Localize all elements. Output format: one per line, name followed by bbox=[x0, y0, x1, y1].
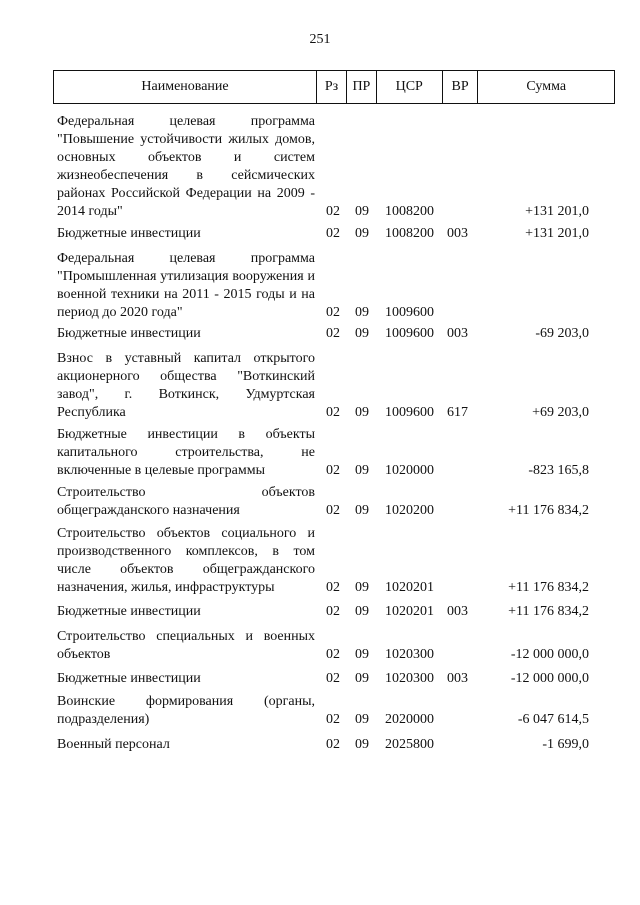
row-rz: 02 bbox=[326, 463, 340, 478]
row-rz: 02 bbox=[326, 326, 340, 341]
row-rz: 02 bbox=[326, 305, 340, 320]
row-csr: 1020201 bbox=[385, 604, 434, 619]
header-rz: Рз bbox=[316, 71, 346, 103]
row-csr: 1008200 bbox=[385, 204, 434, 219]
row-name: Взнос в уставный капитал открытого акционерного общества "Воткинский завод", г. Воткинск, Удмуртская Республика bbox=[57, 351, 315, 420]
row-name: Строительство специальных и военных объектов bbox=[57, 629, 315, 662]
row-sum: -12 000 000,0 bbox=[510, 671, 589, 686]
row-rz: 02 bbox=[326, 405, 340, 420]
row-pr: 09 bbox=[355, 503, 369, 518]
row-name: Бюджетные инвестиции bbox=[57, 326, 201, 341]
row-sum: -6 047 614,5 bbox=[517, 712, 589, 727]
header-vr: ВР bbox=[442, 71, 478, 103]
row-name: Бюджетные инвестиции bbox=[57, 226, 201, 241]
row-csr: 1009600 bbox=[385, 326, 434, 341]
row-rz: 02 bbox=[326, 503, 340, 518]
row-rz: 02 bbox=[326, 226, 340, 241]
row-pr: 09 bbox=[355, 671, 369, 686]
row-pr: 09 bbox=[355, 580, 369, 595]
row-rz: 02 bbox=[326, 647, 340, 662]
page-number: 251 bbox=[309, 32, 331, 47]
row-name: Военный персонал bbox=[57, 737, 170, 752]
row-vr: 003 bbox=[447, 226, 468, 241]
row-name: Воинские формирования (органы, подразделения) bbox=[57, 694, 315, 727]
row-sum: +11 176 834,2 bbox=[508, 604, 589, 619]
row-sum: -1 699,0 bbox=[542, 737, 589, 752]
row-name: Бюджетные инвестиции bbox=[57, 671, 201, 686]
row-csr: 1020200 bbox=[385, 503, 434, 518]
header-csr: ЦСР bbox=[376, 71, 442, 103]
row-sum: -69 203,0 bbox=[535, 326, 589, 341]
row-sum: +69 203,0 bbox=[532, 405, 589, 420]
row-csr: 1009600 bbox=[385, 305, 434, 320]
row-csr: 1020201 bbox=[385, 580, 434, 595]
row-pr: 09 bbox=[355, 305, 369, 320]
row-pr: 09 bbox=[355, 737, 369, 752]
row-name: Строительство объектов социального и производственного комплексов, в том числе объектов общегражданского назначения, жилья, инфраструктуры bbox=[57, 526, 315, 595]
row-name: Федеральная целевая программа "Повышение устойчивости жилых домов, основных объектов и систем жизнеобеспечения в сейсмических районах Российской Федерации на 2009 - 2014 годы" bbox=[57, 114, 315, 219]
row-name: Федеральная целевая программа "Промышленная утилизация вооружения и военной техники на 2011 - 2015 годы и на период до 2020 года" bbox=[57, 251, 315, 320]
row-csr: 2025800 bbox=[385, 737, 434, 752]
row-pr: 09 bbox=[355, 226, 369, 241]
row-name: Бюджетные инвестиции bbox=[57, 604, 201, 619]
row-pr: 09 bbox=[355, 326, 369, 341]
row-rz: 02 bbox=[326, 580, 340, 595]
row-rz: 02 bbox=[326, 671, 340, 686]
row-csr: 1008200 bbox=[385, 226, 434, 241]
row-vr: 003 bbox=[447, 604, 468, 619]
row-sum: +131 201,0 bbox=[525, 204, 589, 219]
row-pr: 09 bbox=[355, 712, 369, 727]
row-vr: 003 bbox=[447, 671, 468, 686]
row-sum: +11 176 834,2 bbox=[508, 580, 589, 595]
row-rz: 02 bbox=[326, 204, 340, 219]
row-csr: 1020300 bbox=[385, 647, 434, 662]
row-name: Бюджетные инвестиции в объекты капитального строительства, не включенные в целевые программы bbox=[57, 427, 315, 478]
table-header bbox=[53, 70, 615, 104]
row-pr: 09 bbox=[355, 647, 369, 662]
row-csr: 1009600 bbox=[385, 405, 434, 420]
row-sum: -823 165,8 bbox=[528, 463, 589, 478]
header-sum: Сумма bbox=[477, 71, 614, 103]
header-pr: ПР bbox=[346, 71, 376, 103]
row-rz: 02 bbox=[326, 604, 340, 619]
row-vr: 003 bbox=[447, 326, 468, 341]
row-vr: 617 bbox=[447, 405, 468, 420]
row-csr: 1020000 bbox=[385, 463, 434, 478]
row-sum: +11 176 834,2 bbox=[508, 503, 589, 518]
row-rz: 02 bbox=[326, 712, 340, 727]
row-pr: 09 bbox=[355, 604, 369, 619]
row-pr: 09 bbox=[355, 463, 369, 478]
header-name: Наименование bbox=[141, 79, 229, 94]
row-sum: +131 201,0 bbox=[525, 226, 589, 241]
row-pr: 09 bbox=[355, 204, 369, 219]
row-pr: 09 bbox=[355, 405, 369, 420]
row-csr: 2020000 bbox=[385, 712, 434, 727]
row-rz: 02 bbox=[326, 737, 340, 752]
row-sum: -12 000 000,0 bbox=[510, 647, 589, 662]
row-csr: 1020300 bbox=[385, 671, 434, 686]
row-name: Строительство объектов общегражданского назначения bbox=[57, 485, 315, 518]
